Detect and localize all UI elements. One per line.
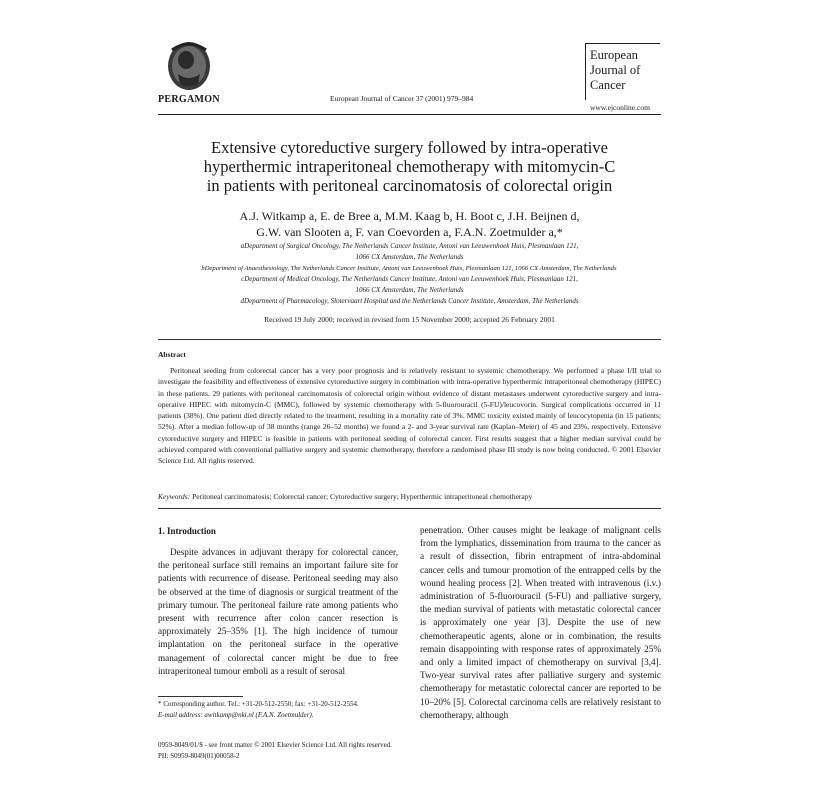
- received-dates: Received 19 July 2000; received in revised form 15 November 2000; accepted 26 February 2001: [264, 315, 555, 324]
- affiliation-line: cDepartment of Medical Oncology, The Netherlands Cancer Institute, Antoni van Leeuwenhoek Huis, Plesmanlaan 121,: [241, 275, 578, 283]
- abstract-bottom-rule: [158, 508, 661, 509]
- section-heading: 1. Introduction: [158, 526, 216, 536]
- journal-name-line: Journal of: [590, 63, 641, 77]
- affiliation-b: [150, 263, 668, 274]
- author-list: [158, 208, 661, 240]
- footnote-line: E-mail address: awitkamp@nki.nl (F.A.N. Zoetmulder).: [158, 711, 314, 719]
- keywords-text: Peritoneal carcinomatosis; Colorectal cancer; Cytoreductive surgery; Hyperthermic intraperitoneal chemotherapy: [192, 492, 533, 501]
- affiliation-line: 1066 CX Amsterdam, The Netherlands: [355, 286, 464, 294]
- journal-url[interactable]: www.ejconline.com: [590, 103, 650, 112]
- article-title: [158, 138, 661, 195]
- journal-citation: European Journal of Cancer 37 (2001) 979–984: [330, 94, 474, 103]
- journal-name-line: European: [590, 48, 638, 62]
- title-line: Extensive cytoreductive surgery followed by intra-operative: [211, 138, 608, 157]
- title-line: hyperthermic intraperitoneal chemotherapy with mitomycin-C: [203, 157, 616, 176]
- footnote-line: * Corresponding author. Tel.: +31-20-512-2550; fax: +31-20-512-2554.: [158, 700, 359, 708]
- abstract-top-rule: [158, 339, 661, 340]
- pii-line: PII: S0959-8049(01)00058-2: [158, 752, 240, 760]
- abstract-heading: Abstract: [158, 350, 186, 359]
- header-rule: [158, 114, 661, 115]
- footnote-rule: [158, 696, 243, 697]
- affiliation-line: dDepartment of Pharmacology, Slotervaart Hospital and the Netherlands Cancer Institute, Amsterdam, The Netherlands: [240, 297, 579, 305]
- title-line: in patients with peritoneal carcinomatosis of colorectal origin: [206, 176, 613, 195]
- journal-name: [590, 48, 662, 93]
- affiliation-d: [158, 296, 661, 307]
- author-line: G.W. van Slooten a, F. van Coevorden a, F.A.N. Zoetmulder a,*: [256, 225, 563, 239]
- keywords: [158, 492, 661, 501]
- pergamon-logo-icon: [160, 40, 218, 92]
- issn-block: [158, 740, 558, 762]
- intro-column-left: Despite advances in adjuvant therapy for colorectal cancer, the peritoneal surface still remains an important failure site for patients with recurrence of disease. Peritoneal seeding may also be observed at the time of diagnosis or surgical treatment of the primary tumour. The peritoneal failure rate among patients who present with recurrence after colon cancer resection is approximately 25–35% [1]. The high incidence of tumour implantation on the peritoneal surface in the operative management of colorectal cancer might be due to free intraperitoneal tumour emboli as a result of serosal: [158, 547, 398, 676]
- affiliation-line: aDepartment of Surgical Oncology, The Netherlands Cancer Institute, Antoni van Leeuwenhoek Huis, Plesmanlaan 121,: [240, 242, 579, 250]
- abstract-text: Peritoneal seeding from colorectal cancer has a very poor prognosis and is relatively resistant to systemic chemotherapy. We performed a phase I/II trial to investigate the feasibility and effectiveness of extensive cytoreductive surgery in combination with intra-operative hyperthermic intraperitoneal chemotherapy (HIPEC) in these patients. 29 patients with peritoneal carcinomatosis of colorectal origin without evidence of distant metastases underwent cytoreductive surgery and intra-operative HIPEC with mitomycin-C (MMC), followed by systemic chemotherapy with 5-fluorouracil (5-FU)/leucovorin. Surgical complications occurred in 11 patients (38%). One patient died directly related to the treatment, resulting in a mortality rate of 3%. MMC toxicity existed mainly of leucocytopenia (in 15 patients; 52%). After a median follow-up of 38 months (range 26–52 months) we found a 2- and 3-year survival rate (Kaplan–Meier) of 45 and 23%, respectively. Extensive cytoreductive surgery and HIPEC is feasible in patients with peritoneal seeding of colorectal cancer. First results suggest that a higher median survival could be achieved compared with conventional palliative surgery and systemic chemotherapy, therefore a randomised phase III study is now being conducted. © 2001 Elsevier Science Ltd. All rights reserved.: [158, 366, 661, 466]
- keywords-label: Keywords:: [158, 492, 191, 501]
- journal-name-line: Cancer: [590, 78, 626, 92]
- intro-column-right: penetration. Other causes might be leakage of malignant cells from the lymphatics, dissemination from trauma to the cancer as a result of dissection, fibrin entrapment of intra-abdominal cancer cells and tumour promotion of the entrapped cells by the wound healing process [2]. When treated with intravenous (i.v.) administration of 5-fluorouracil (5-FU) and palliative surgery, the median survival of patients with metastatic colorectal cancer is approximately one year [3]. Despite the use of new chemotherapeutic agents, alone or in combination, the results remain disappointing with response rates of approximately 25% and only a limited impact of chemotherapy on survival [3,4]. Two-year survival rates after palliative surgery and systemic chemotherapy for metastatic colorectal cancer are reported to be 10–20% [5]. Colorectal carcinoma cells are relatively resistant to chemotherapy, although: [420, 525, 661, 720]
- affiliation-a: [158, 241, 661, 263]
- issn-line: 0959-8049/01/$ - see front matter © 2001 Elsevier Science Ltd. All rights reserved.: [158, 741, 392, 749]
- affiliation-c: [158, 274, 661, 296]
- affiliation-line: bDepartment of Anaesthesiology, The Netherlands Cancer Institute, Antoni van Leeuwenhoek Huis, Plesmanlaan 121, 1066 CX Amsterdam, The Netherlands: [201, 265, 617, 272]
- footnote: [158, 699, 398, 721]
- publisher-name: PERGAMON: [158, 94, 220, 105]
- affiliation-line: 1066 CX Amsterdam, The Netherlands: [355, 253, 464, 261]
- author-line: A.J. Witkamp a, E. de Bree a, M.M. Kaag b, H. Boot c, J.H. Beijnen d,: [239, 209, 580, 223]
